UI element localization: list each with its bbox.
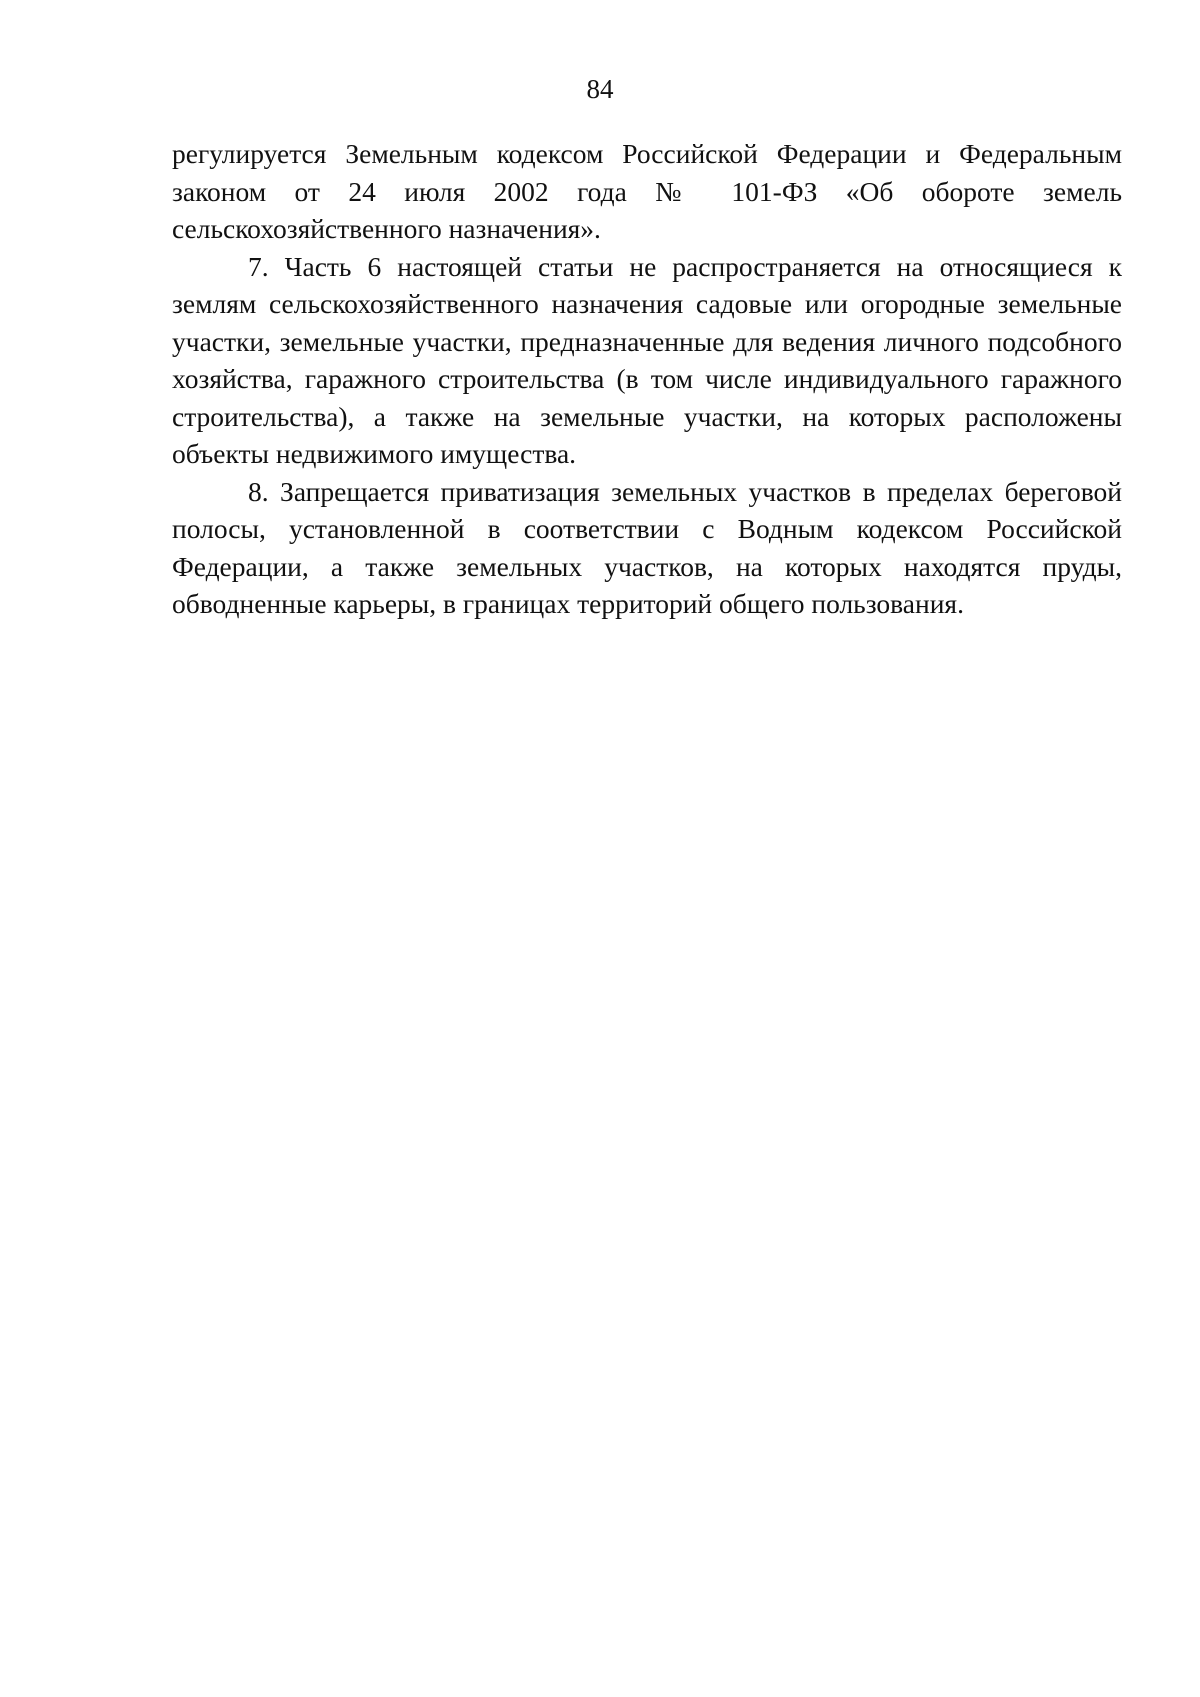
paragraph-item-7: 7. Часть 6 настоящей статьи не распространяется на относящиеся к землям сельскохозяйственного назначения садовые или огородные земельные участки, земельные участки, предназначенные для ведения личного подсобного хозяйства, гаражного строительства (в том числе индивидуального гаражного строительства), а также на земельные участки, на которых расположены объекты недвижимого имущества.	[172, 250, 1122, 469]
paragraph-item-8: 8. Запрещается приватизация земельных участков в пределах береговой полосы, установленной в соответствии с Водным кодексом Российской Федерации, а также земельных участков, на которых находятся пруды, обводненные карьеры, в границах территорий общего пользования.	[172, 475, 1122, 619]
paragraph-continuation: регулируется Земельным кодексом Российской Федерации и Федеральным законом от 24 июля 2002 года № 101-ФЗ «Об обороте земель сельскохозяйственного назначения».	[172, 138, 1122, 244]
page-number: 84	[586, 74, 614, 104]
document-body	[172, 135, 1122, 623]
